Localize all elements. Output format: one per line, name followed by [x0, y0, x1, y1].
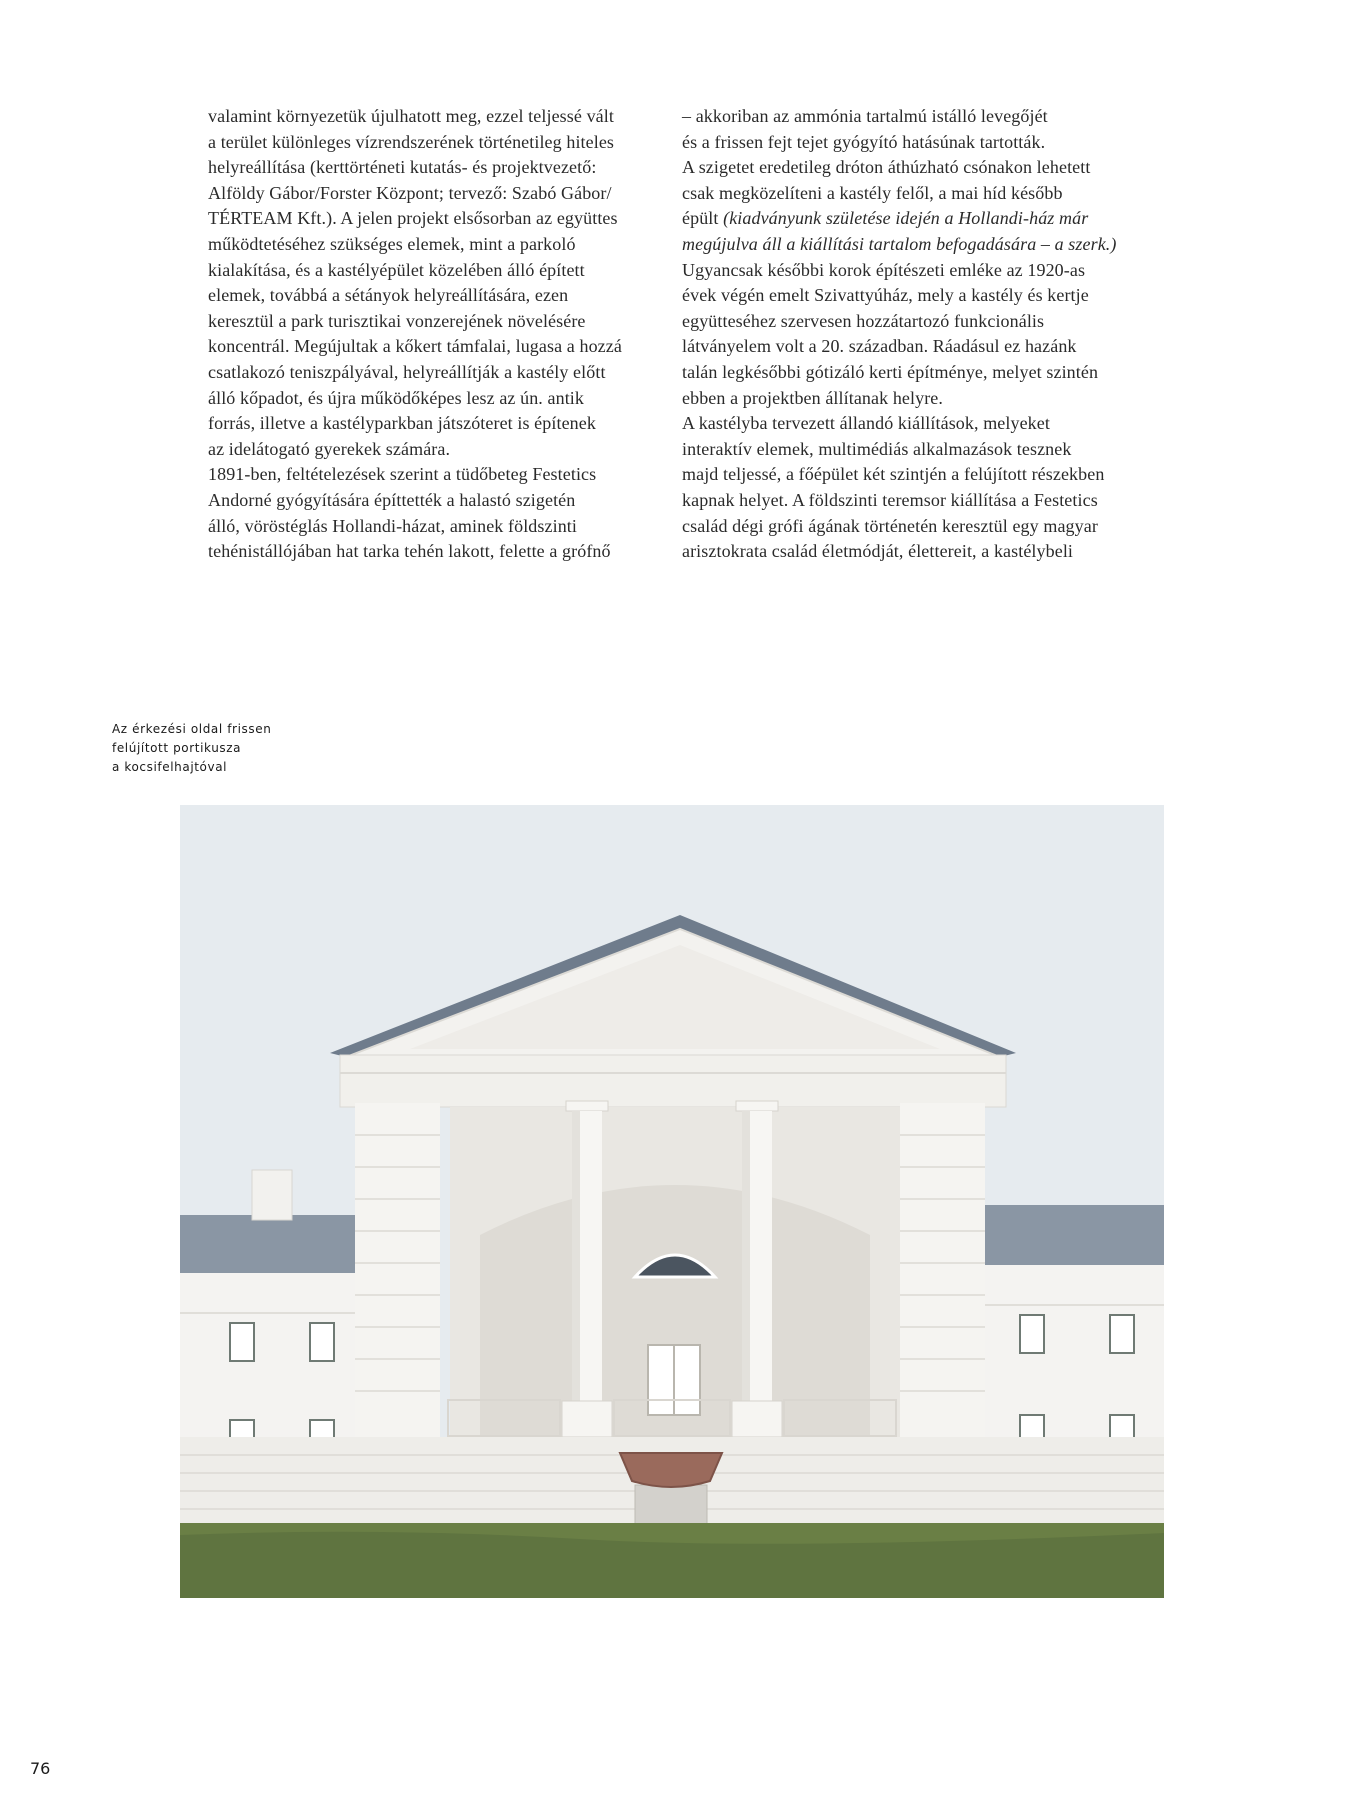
text-line: együtteséhez szervesen hozzátartozó funkcionális [682, 310, 1045, 331]
photo-caption [112, 720, 271, 777]
portico-photo [180, 805, 1164, 1598]
text-line: látványelem volt a 20. században. Ráadásul ez hazánk [682, 336, 1077, 357]
text-line: – akkoriban az ammónia tartalmú istálló levegőjét [682, 106, 1048, 126]
text-line: arisztokrata család életmódját, élettereit, a kastélybeli [682, 541, 1074, 562]
text-line: az idelátogató gyerekek számára. [208, 438, 451, 459]
text-line: valamint környezetük újulhatott meg, ezzel teljessé vált [208, 106, 614, 126]
text-line-mixed [682, 206, 1130, 232]
text-line: álló kőpadot, és újra működőképes lesz az ún. antik [208, 387, 584, 408]
page-number: 76 [30, 1759, 51, 1778]
text-line: elemek, továbbá a sétányok helyreállítására, ezen [208, 285, 569, 306]
editor-note: (kiadványunk születése idején a Hollandi-ház már [723, 208, 1089, 229]
text-line: ebben a projektben állítanak helyre. [682, 387, 943, 408]
text-line: Andorné gyógyítására építtették a halastó szigetén [208, 489, 576, 510]
text-line: tehénistállójában hat tarka tehén lakott, felette a grófnő [208, 541, 611, 562]
text-line: álló, vöröstéglás Hollandi-házat, aminek földszinti [208, 515, 578, 536]
text-line: interaktív elemek, multimédiás alkalmazások tesznek [682, 438, 1072, 459]
caption-line: felújított portikusza [112, 741, 242, 755]
text-line: a terület különleges vízrendszerének történetileg hiteles [208, 131, 615, 152]
text-line: család dégi grófi ágának történetén keresztül egy magyar [682, 515, 1098, 536]
text-line: A szigetet eredetileg dróton áthúzható csónakon lehetett [682, 157, 1091, 178]
text-line: kapnak helyet. A földszinti teremsor kiállítása a Festetics [682, 489, 1098, 510]
text-line: koncentrál. Megújultak a kőkert támfalai, lugasa a hozzá [208, 336, 622, 357]
entablature [340, 1055, 1006, 1107]
chimney [252, 1170, 292, 1220]
urn [620, 1453, 722, 1487]
text-line: forrás, illetve a kastélyparkban játszóteret is építenek [208, 413, 596, 434]
text-line: és a frissen fejt tejet gyógyító hatásúnak tartották. [682, 131, 1046, 152]
text-column-right [682, 104, 1130, 565]
text-column-left [208, 104, 650, 565]
text-line: kialakítása, és a kastélyépület közelében álló épített [208, 259, 585, 280]
text-line: majd teljessé, a főépület két szintjén a felújított részekben [682, 464, 1105, 485]
text-line: 1891-ben, feltételezések szerint a tüdőbeteg Festetics [208, 464, 597, 485]
roof-left-wing [180, 1215, 375, 1275]
text-line: évek végén emelt Szivattyúház, mely a kastély és kertje [682, 285, 1089, 306]
text-line: Alföldy Gábor/Forster Központ; tervező: Szabó Gábor/ [208, 182, 612, 203]
caption-line: a kocsifelhajtóval [112, 760, 228, 774]
text-line: csak megközelíteni a kastély felől, a mai híd később [682, 182, 1063, 203]
caption-line: Az érkezési oldal frissen [112, 722, 272, 736]
text-line: Ugyancsak későbbi korok építészeti emléke az 1920-as [682, 259, 1086, 280]
roof-right-wing [980, 1205, 1164, 1265]
text-line: működtetéséhez szükséges elemek, mint a parkoló [208, 233, 576, 254]
text-line: csatlakozó teniszpályával, helyreállítják a kastély előtt [208, 361, 606, 382]
text-line: A kastélyba tervezett állandó kiállítások, melyeket [682, 413, 1050, 434]
text-line: keresztül a park turisztikai vonzerejének növelésére [208, 310, 586, 331]
editor-note-line: megújulva áll a kiállítási tartalom befogadására – a szerk.) [682, 233, 1117, 254]
text-line: TÉRTEAM Kft.). A jelen projekt elsősorban az együttes [208, 208, 618, 229]
text-run: épült [682, 208, 724, 229]
text-line: talán legkésőbbi gótizáló kerti építménye, melyet szintén [682, 361, 1099, 382]
text-line: helyreállítása (kerttörténeti kutatás- és projektvezető: [208, 157, 597, 178]
